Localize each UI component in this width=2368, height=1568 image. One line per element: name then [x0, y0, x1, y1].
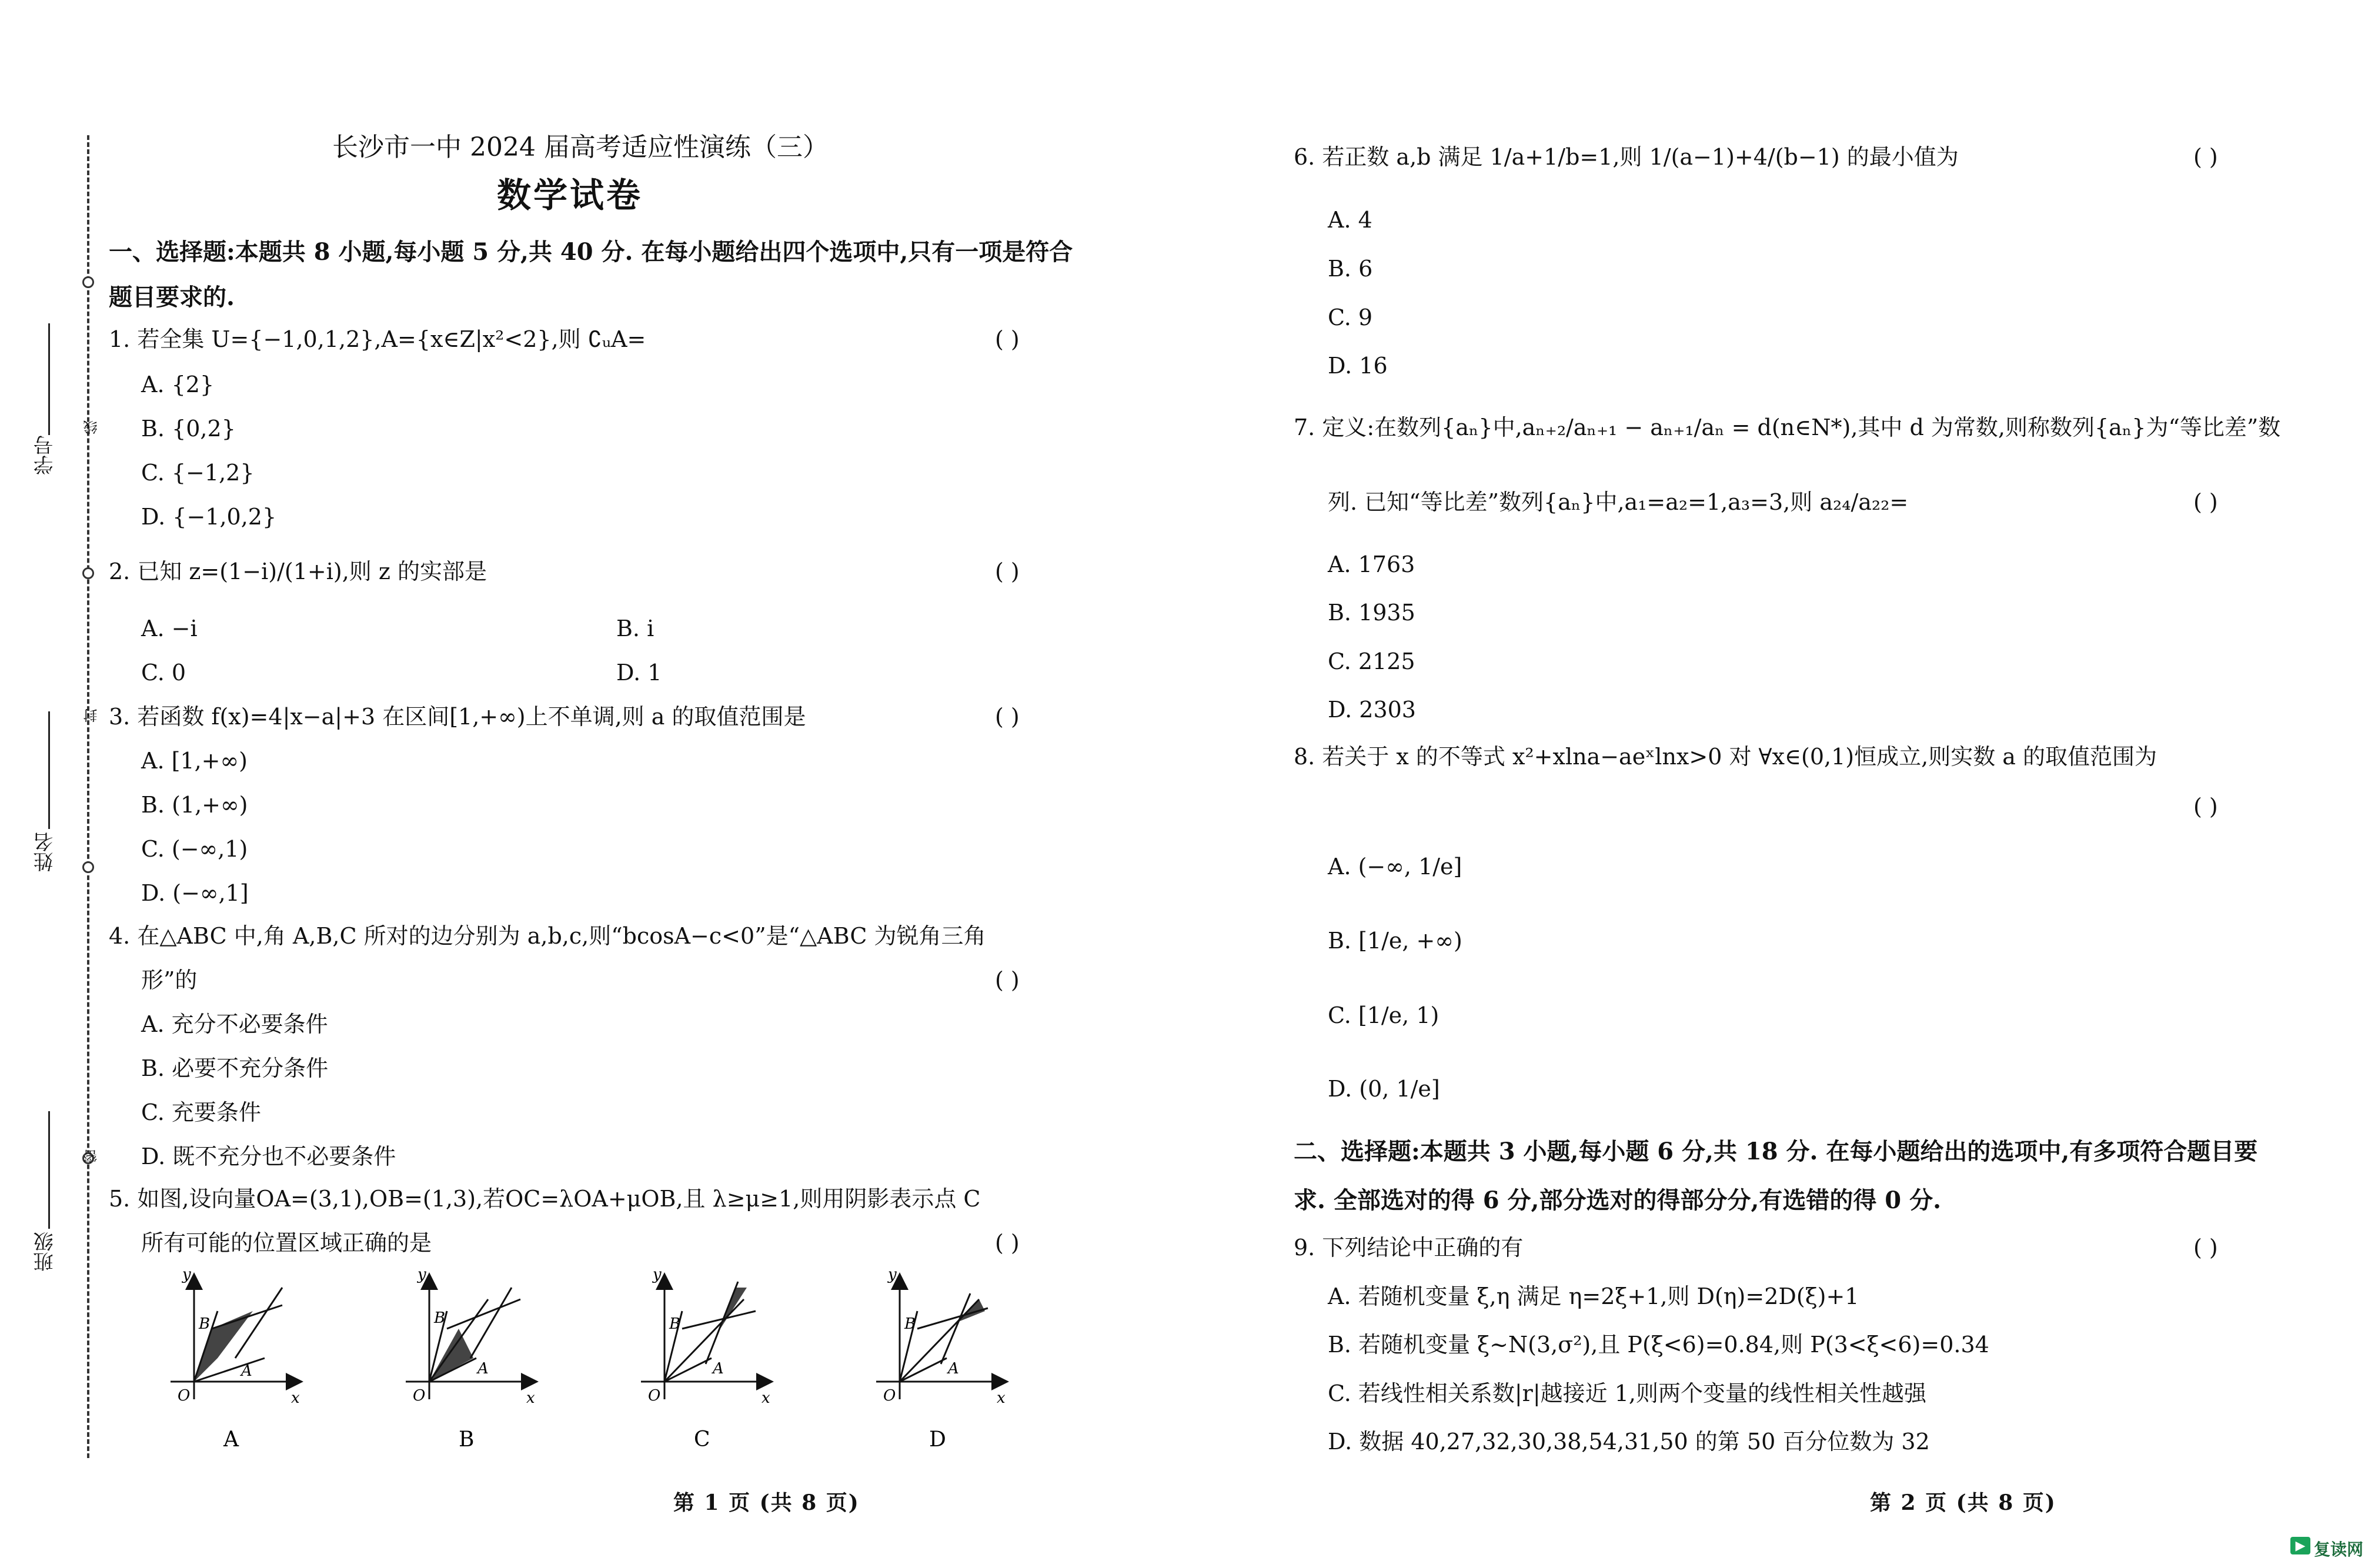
graph-c-label: C [694, 1427, 710, 1452]
name-blank[interactable] [48, 711, 50, 829]
svg-text:y: y [888, 1266, 897, 1283]
q2-answer-blank[interactable]: ( ) [995, 559, 1020, 584]
q8-option-b[interactable]: B. [1/e, +∞) [1328, 928, 1462, 954]
side-mark-xian: 线 [84, 420, 100, 434]
q7-option-b[interactable]: B. 1935 [1328, 600, 1415, 626]
q4-option-b[interactable]: B. 必要不充分条件 [141, 1055, 329, 1081]
q8-answer-blank[interactable]: ( ) [2193, 794, 2218, 820]
q4-option-c[interactable]: C. 充要条件 [141, 1099, 261, 1125]
svg-text:x: x [997, 1389, 1006, 1407]
side-mark-feng: 封 [84, 708, 100, 723]
q1-option-a[interactable]: A. {2} [141, 372, 215, 397]
q3-option-b[interactable]: B. (1,+∞) [141, 792, 248, 818]
q2-option-d[interactable]: D. 1 [616, 660, 662, 686]
binding-hole [82, 276, 94, 288]
q5-graph-a[interactable] [171, 1266, 300, 1452]
q2-option-a[interactable]: A. −i [141, 616, 198, 641]
page2-footer: 第 2 页 (共 8 页) [1870, 1490, 2056, 1515]
page1-footer: 第 1 页 (共 8 页) [673, 1490, 860, 1515]
book-icon: ▶ [2290, 1537, 2310, 1554]
q3-answer-blank[interactable]: ( ) [995, 704, 1020, 730]
point-b-label: B [199, 1315, 211, 1333]
binding-dashed-line [87, 135, 89, 1458]
q8-option-d[interactable]: D. (0, 1/e] [1328, 1076, 1440, 1102]
q5-graph-d[interactable] [876, 1266, 1006, 1452]
graph-a-label: A [223, 1427, 239, 1452]
svg-text:A: A [948, 1360, 959, 1378]
q6-option-c[interactable]: C. 9 [1328, 305, 1373, 330]
q5-graphs [135, 1264, 1047, 1470]
q2-stem: 2. 已知 z=(1−i)/(1+i),则 z 的实部是 [109, 559, 487, 584]
q4-stem: 4. 在△ABC 中,角 A,B,C 所对的边分别为 a,b,c,则“bcosA−c<0”是“△ABC 为锐角三角 [109, 923, 986, 949]
class-label: 班级 [34, 1232, 57, 1272]
q7-stem-cont: 列. 已知“等比差”数列{aₙ}中,a₁=a₂=1,a₃=3,则 a₂₄/a₂₂= [1328, 489, 1909, 515]
watermark-text: 复读网 [2314, 1540, 2364, 1559]
section1-heading-cont: 题目要求的. [109, 283, 235, 311]
q6-option-d[interactable]: D. 16 [1328, 353, 1388, 379]
q4-answer-blank[interactable]: ( ) [995, 967, 1020, 993]
q6-stem: 6. 若正数 a,b 满足 1/a+1/b=1,则 1/(a−1)+4/(b−1) 的最小值为 [1294, 144, 1959, 170]
q8-stem: 8. 若关于 x 的不等式 x²+xlna−aeˣlnx>0 对 ∀x∈(0,1)恒成立,则实数 a 的取值范围为 [1294, 744, 2157, 770]
name-label: 姓名 [34, 832, 57, 872]
q9-option-d[interactable]: D. 数据 40,27,32,30,38,54,31,50 的第 50 百分位数为 32 [1328, 1429, 1930, 1455]
svg-text:A: A [477, 1360, 489, 1378]
q8-option-a[interactable]: A. (−∞, 1/e] [1328, 854, 1462, 880]
binding-hole [82, 861, 94, 873]
svg-text:y: y [653, 1266, 662, 1283]
q1-answer-blank[interactable]: ( ) [995, 326, 1020, 352]
svg-text:y: y [418, 1266, 426, 1283]
student-id-blank[interactable] [48, 323, 50, 435]
q7-stem: 7. 定义:在数列{aₙ}中,aₙ₊₂/aₙ₊₁ − aₙ₊₁/aₙ = d(n∈N*),其中 d 为常数,则称数列{aₙ}为“等比差”数 [1294, 414, 2281, 440]
q6-answer-blank[interactable]: ( ) [2193, 144, 2218, 170]
side-mark-mi: 密 [84, 1149, 100, 1164]
q4-option-a[interactable]: A. 充分不必要条件 [141, 1011, 328, 1037]
origin-label: O [178, 1387, 191, 1405]
axis-x-label: x [291, 1389, 300, 1407]
svg-text:B: B [669, 1315, 681, 1333]
svg-text:A: A [713, 1360, 724, 1378]
q9-option-c[interactable]: C. 若线性相关系数|r|越接近 1,则两个变量的线性相关性越强 [1328, 1380, 1926, 1406]
binding-hole [82, 567, 94, 579]
graph-d-label: D [929, 1427, 946, 1452]
q8-option-c[interactable]: C. [1/e, 1) [1328, 1002, 1439, 1028]
q6-option-a[interactable]: A. 4 [1328, 207, 1372, 233]
q7-answer-blank[interactable]: ( ) [2193, 489, 2218, 515]
student-id-label: 学号 [34, 435, 57, 475]
section1-heading: 一、选择题:本题共 8 小题,每小题 5 分,共 40 分. 在每小题给出四个选项中,只有一项是符合 [109, 238, 1073, 266]
axis-y-label: y [182, 1266, 191, 1283]
graph-b-label: B [459, 1427, 475, 1452]
q5-answer-blank[interactable]: ( ) [995, 1230, 1020, 1256]
q6-option-b[interactable]: B. 6 [1328, 256, 1373, 282]
exam-title: 长沙市一中 2024 届高考适应性演练（三） [332, 132, 829, 162]
q9-option-a[interactable]: A. 若随机变量 ξ,η 满足 η=2ξ+1,则 D(η)=2D(ξ)+1 [1328, 1283, 1859, 1309]
svg-text:O: O [883, 1387, 896, 1405]
q7-option-c[interactable]: C. 2125 [1328, 648, 1415, 674]
point-a-label: A [241, 1362, 252, 1380]
svg-text:x: x [761, 1389, 770, 1407]
q3-option-c[interactable]: C. (−∞,1) [141, 836, 248, 862]
q7-option-a[interactable]: A. 1763 [1328, 551, 1415, 577]
q9-answer-blank[interactable]: ( ) [2193, 1235, 2218, 1261]
q5-graph-b[interactable] [406, 1266, 535, 1452]
q1-option-c[interactable]: C. {−1,2} [141, 460, 255, 486]
q7-option-d[interactable]: D. 2303 [1328, 697, 1416, 723]
q9-stem: 9. 下列结论中正确的有 [1294, 1235, 1524, 1261]
q2-option-b[interactable]: B. i [616, 616, 654, 641]
q9-option-b[interactable]: B. 若随机变量 ξ~N(3,σ²),且 P(ξ<6)=0.84,则 P(3<ξ<6)=0.34 [1328, 1332, 1989, 1358]
q5-graph-c[interactable] [641, 1266, 770, 1452]
q3-option-d[interactable]: D. (−∞,1] [141, 880, 249, 906]
section2-heading: 二、选择题:本题共 3 小题,每小题 6 分,共 18 分. 在每小题给出的选项中,有多项符合题目要 [1294, 1138, 2258, 1165]
class-blank[interactable] [48, 1111, 50, 1229]
svg-text:x: x [526, 1389, 535, 1407]
q3-stem: 3. 若函数 f(x)=4|x−a|+3 在区间[1,+∞)上不单调,则 a 的取值范围是 [109, 704, 806, 730]
q2-option-c[interactable]: C. 0 [141, 660, 186, 686]
exam-subtitle: 数学试卷 [497, 175, 643, 215]
q1-option-d[interactable]: D. {−1,0,2} [141, 504, 277, 530]
q5-stem-cont: 所有可能的位置区域正确的是 [141, 1230, 432, 1256]
q4-option-d[interactable]: D. 既不充分也不必要条件 [141, 1144, 396, 1169]
svg-text:O: O [648, 1387, 661, 1405]
q4-stem-cont: 形”的 [141, 967, 198, 993]
svg-text:O: O [413, 1387, 426, 1405]
svg-text:B: B [904, 1315, 916, 1333]
q3-option-a[interactable]: A. [1,+∞) [141, 748, 248, 774]
q1-option-b[interactable]: B. {0,2} [141, 416, 236, 442]
q5-stem: 5. 如图,设向量OA=(3,1),OB=(1,3),若OC=λOA+μOB,且 λ≥μ≥1,则用阴影表示点 C [109, 1186, 981, 1212]
q1-stem: 1. 若全集 U={−1,0,1,2},A={x∈Z|x²<2},则 ∁ᵤA= [109, 326, 646, 352]
section2-heading-cont: 求. 全部选对的得 6 分,部分选对的得部分分,有选错的得 0 分. [1294, 1186, 1941, 1214]
svg-text:B: B [434, 1309, 446, 1327]
